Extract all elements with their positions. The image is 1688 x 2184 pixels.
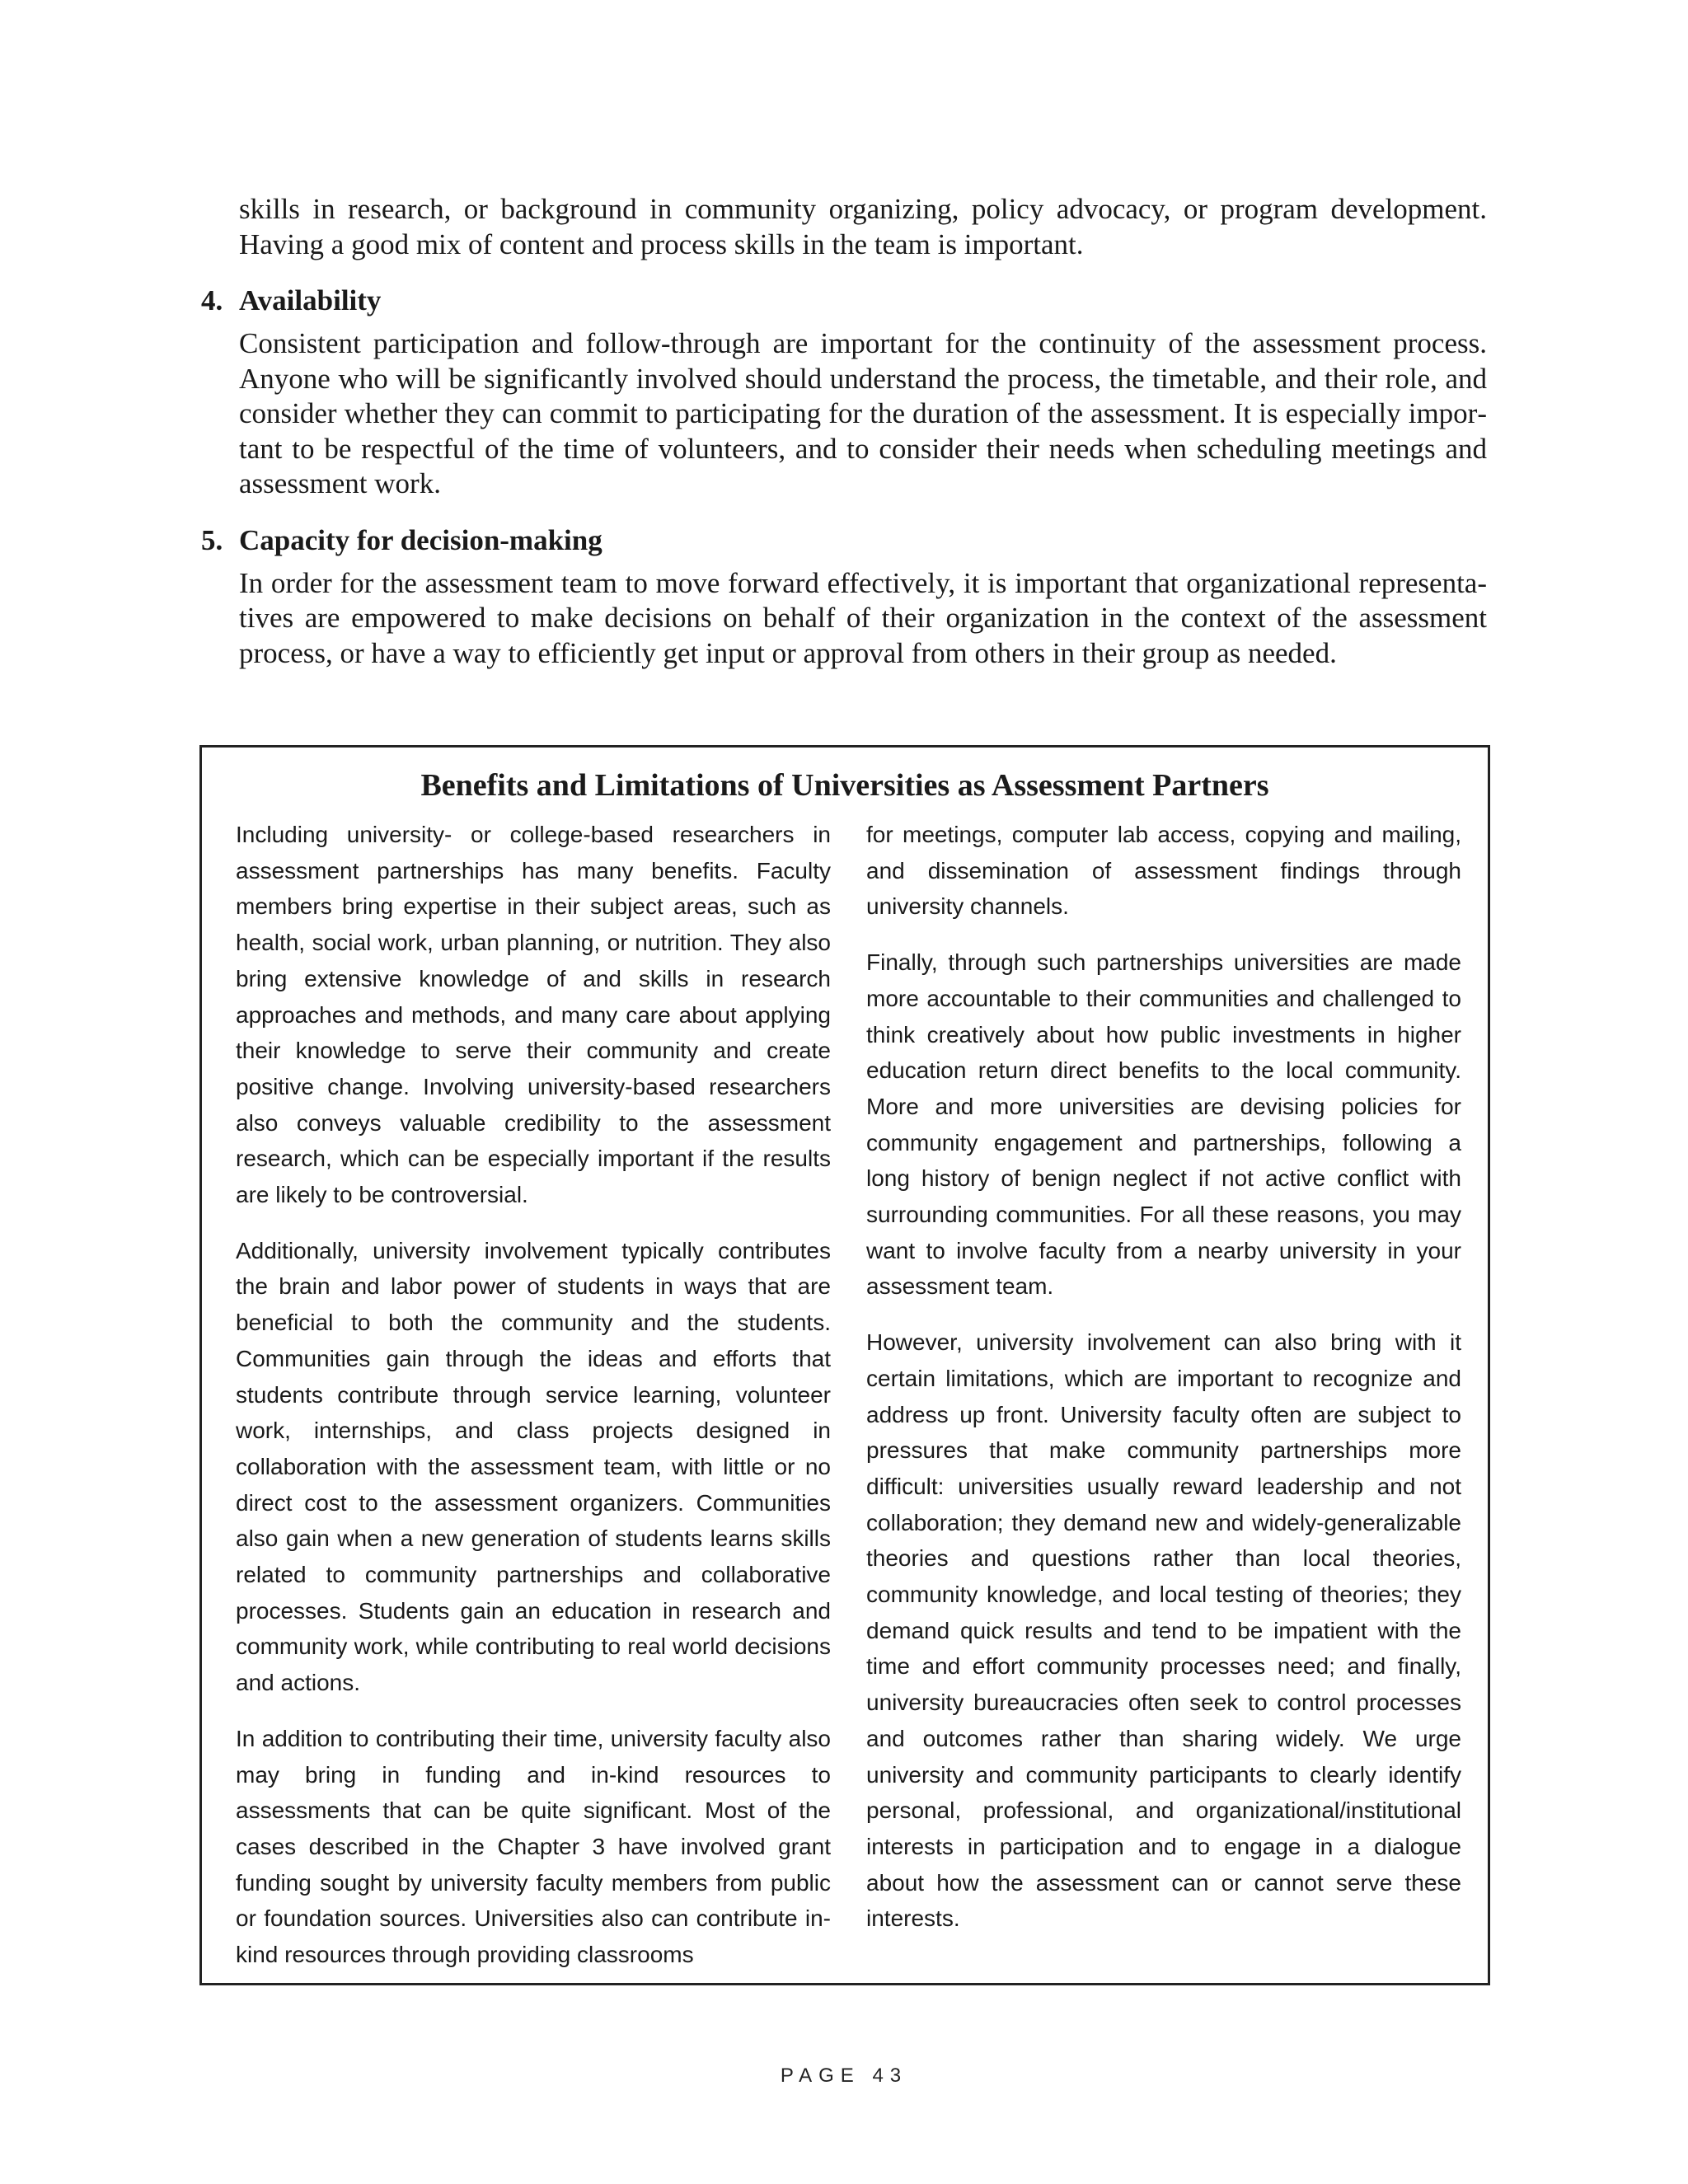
sidebar-left-column xyxy=(236,817,831,1993)
sidebar-paragraph: However, university involvement can also bring with it certain limitations, which are important to recognize and address up front. University faculty often are subject to pressures that make community partnerships more difficult: universities usually reward leadership and not collaboration; they demand new and widely-generalizable theories and questions rather than local theories, community knowledge, and local testing of theories; they demand quick results and tend to be impatient with the time and effort community processes need; and finally, university bureaucracies often seek to control processes and outcomes rather than sharing widely. We urge university and community participants to clearly identify personal, professional, and organizational/institutional interests in participation and to engage in a dialogue about how the assessment can or cannot serve these interests. xyxy=(866,1329,1461,1932)
sidebar-title: Benefits and Limitations of Universities as Assessment Partners xyxy=(420,768,1269,803)
section-availability xyxy=(201,284,1487,502)
section-heading xyxy=(201,523,1487,558)
sidebar-paragraph: In addition to contributing their time, university faculty also may bring in funding and in-kind resources to assessments that can be quite significant. Most of the cases described in the Chapter 3 have involved grant funding sought by university faculty members from public or foundation sources. Universities also can contribute in-kind resources through providing classrooms xyxy=(236,1725,831,1968)
main-text xyxy=(201,192,1487,671)
sidebar-paragraph: for meetings, computer lab access, copying and mailing, and dissemination of assessment findings through university channels. xyxy=(866,822,1461,920)
sidebar-right-column xyxy=(866,817,1461,1957)
section-number: 5. xyxy=(201,523,223,556)
section-title: Availability xyxy=(239,284,382,316)
section-number: 4. xyxy=(201,284,223,316)
sidebar-paragraph: Finally, through such partnerships universities are made more accountable to their communities and challenged to think creatively about how public investments in higher education return direct benefits to the local community. More and more universities are devising policies for community engagement and partnerships, following a long history of benign neglect if not active conflict with surrounding communities. For all these reasons, you may want to involve faculty from a nearby university in your assessment team. xyxy=(866,949,1461,1300)
section-paragraph: Consistent participation and follow-through are important for the continuity of the assessment process. Anyone who will be significantly involved should understand the process, the timetable, and their role, and consider whether they can commit to participating for the duration of the assessment. It is especially important to be respectful of the time of volunteers, and to consider their needs when scheduling meetings and assessment work. xyxy=(239,327,1487,499)
page-number: PAGE 43 xyxy=(780,2064,908,2087)
sidebar-paragraph: Additionally, university involvement typically contributes the brain and labor power of students in ways that are beneficial to both the community and the students. Communities gain through the ideas and efforts that students contribute through service learning, volunteer work, internships, and class projects designed in collaboration with the assessment team, with little or no direct cost to the assessment organizers. Communities also gain when a new generation of students learns skills related to community partnerships and collaborative processes. Students gain an education in research and community work, while contributing to real world decisions and actions. xyxy=(236,1237,831,1696)
continuation-paragraph: skills in research, or background in community organizing, policy advocacy, or program development. Having a good mix of content and process skills in the team is important. xyxy=(239,193,1487,260)
sidebar-paragraph: Including university- or college-based researchers in assessment partnerships has many benefits. Faculty members bring expertise in their subject areas, such as health, social work, urban planning, or nutrition. They also bring extensive knowledge of and skills in research approaches and methods, and many care about applying their knowledge to serve their community and create positive change. Involving university-based researchers also conveys valuable credibility to the assessment research, which can be especially important if the results are likely to be controversial. xyxy=(236,822,831,1208)
section-title: Capacity for decision-making xyxy=(239,523,603,556)
sidebar-box xyxy=(199,745,1490,1985)
section-heading xyxy=(201,284,1487,318)
section-paragraph: In order for the assessment team to move forward effectively, it is important that organizational representatives are empowered to make decisions on behalf of their organization in the context of the assessment process, or have a way to efficiently get input or approval from others in their group as needed. xyxy=(239,566,1487,669)
section-capacity-for-decision-making xyxy=(201,523,1487,672)
